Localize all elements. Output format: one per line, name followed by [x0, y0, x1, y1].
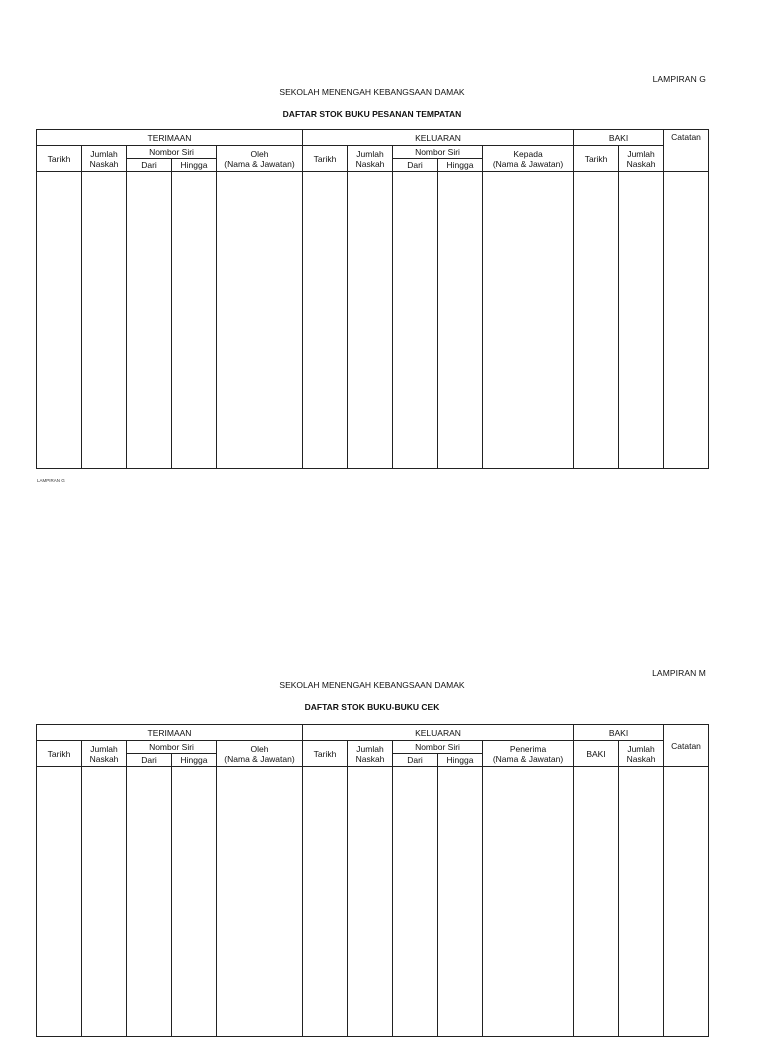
col-catatan: Catatan: [664, 130, 709, 172]
group-header-row: [37, 725, 709, 741]
col-keluaran-penerima: [483, 741, 574, 767]
header-line: Naskah: [355, 753, 385, 764]
col-terimaan-tarikh: Tarikh: [37, 146, 82, 172]
col-catatan: Catatan: [664, 725, 709, 767]
col-baki-baki: BAKI: [574, 741, 619, 767]
col-keluaran-tarikh: Tarikh: [303, 741, 348, 767]
group-baki: BAKI: [574, 130, 664, 146]
col-terimaan-jumlah-naskah: [82, 146, 127, 172]
entry-cell[interactable]: [483, 767, 574, 1037]
entry-cell[interactable]: [127, 767, 172, 1037]
entry-cell[interactable]: [303, 172, 348, 469]
header-line: (Nama & Jawatan): [492, 753, 564, 764]
form-title: DAFTAR STOK BUKU PESANAN TEMPATAN: [282, 109, 462, 119]
entry-cell[interactable]: [217, 767, 303, 1037]
school-name: SEKOLAH MENENGAH KEBANGSAAN DAMAK: [279, 87, 465, 97]
col-keluaran-dari: Dari: [393, 754, 438, 767]
header-line: Naskah: [89, 158, 119, 169]
col-terimaan-oleh: [217, 741, 303, 767]
group-header-row: [37, 130, 709, 146]
entry-cell[interactable]: [172, 172, 217, 469]
entry-cell[interactable]: [619, 172, 664, 469]
header-line: Oleh: [250, 148, 269, 159]
header-line: Jumlah: [627, 148, 655, 159]
col-terimaan-tarikh: Tarikh: [37, 741, 82, 767]
group-terimaan: TERIMAAN: [37, 725, 303, 741]
col-terimaan-hingga: Hingga: [172, 754, 217, 767]
stock-register-form-g: [0, 0, 768, 500]
stock-register-table: [36, 129, 709, 469]
col-keluaran-kepada: [483, 146, 574, 172]
col-terimaan-jumlah-naskah: [82, 741, 127, 767]
entry-cell[interactable]: [664, 172, 709, 469]
entry-cell[interactable]: [483, 172, 574, 469]
col-baki-tarikh: Tarikh: [574, 146, 619, 172]
header-line: Penerima: [509, 743, 547, 754]
col-baki-jumlah-naskah: [619, 741, 664, 767]
entry-cell[interactable]: [393, 172, 438, 469]
entry-cell[interactable]: [172, 767, 217, 1037]
entry-cell[interactable]: [393, 767, 438, 1037]
col-keluaran-hingga: Hingga: [438, 754, 483, 767]
entry-area-row: [37, 767, 709, 1037]
entry-cell[interactable]: [438, 172, 483, 469]
entry-cell[interactable]: [664, 767, 709, 1037]
header-line: Jumlah: [356, 148, 384, 159]
school-name: SEKOLAH MENENGAH KEBANGSAAN DAMAK: [279, 680, 465, 690]
header-line: Naskah: [626, 753, 656, 764]
col-keluaran-jumlah-naskah: [348, 741, 393, 767]
appendix-label: LAMPIRAN G: [652, 74, 706, 84]
col-terimaan-nombor-siri: Nombor Siri: [127, 741, 217, 754]
group-terimaan: TERIMAAN: [37, 130, 303, 146]
footer-note: LAMPIRAN G: [37, 478, 65, 483]
entry-cell[interactable]: [348, 767, 393, 1037]
column-header-row: [37, 146, 709, 159]
col-keluaran-dari: Dari: [393, 159, 438, 172]
header-line: (Nama & Jawatan): [224, 753, 295, 764]
col-keluaran-tarikh: Tarikh: [303, 146, 348, 172]
entry-cell[interactable]: [574, 172, 619, 469]
header-line: Naskah: [89, 753, 119, 764]
col-terimaan-dari: Dari: [127, 754, 172, 767]
col-keluaran-hingga: Hingga: [438, 159, 483, 172]
entry-cell[interactable]: [574, 767, 619, 1037]
col-terimaan-hingga: Hingga: [172, 159, 217, 172]
header-line: (Nama & Jawatan): [492, 158, 564, 169]
col-baki-jumlah-naskah: [619, 146, 664, 172]
col-keluaran-jumlah-naskah: [348, 146, 393, 172]
entry-cell[interactable]: [217, 172, 303, 469]
col-keluaran-nombor-siri: Nombor Siri: [393, 741, 483, 754]
header-line: Oleh: [250, 743, 269, 754]
group-keluaran: KELUARAN: [303, 725, 574, 741]
entry-cell[interactable]: [619, 767, 664, 1037]
entry-cell[interactable]: [82, 172, 127, 469]
col-terimaan-oleh: [217, 146, 303, 172]
entry-cell[interactable]: [348, 172, 393, 469]
appendix-label: LAMPIRAN M: [652, 668, 706, 678]
entry-cell[interactable]: [303, 767, 348, 1037]
header-line: Jumlah: [90, 148, 118, 159]
entry-cell[interactable]: [127, 172, 172, 469]
column-header-row: [37, 741, 709, 754]
header-line: Kepada: [513, 148, 543, 159]
entry-cell[interactable]: [82, 767, 127, 1037]
header-line: (Nama & Jawatan): [224, 158, 295, 169]
header-line: Jumlah: [90, 743, 118, 754]
entry-cell[interactable]: [37, 767, 82, 1037]
entry-cell[interactable]: [37, 172, 82, 469]
col-terimaan-dari: Dari: [127, 159, 172, 172]
header-line: Jumlah: [356, 743, 384, 754]
stock-register-table: [36, 724, 709, 1037]
group-keluaran: KELUARAN: [303, 130, 574, 146]
stock-register-form-m: [0, 595, 768, 1024]
entry-area-row: [37, 172, 709, 469]
header-line: Naskah: [626, 158, 656, 169]
header-line: Jumlah: [627, 743, 655, 754]
entry-cell[interactable]: [438, 767, 483, 1037]
col-terimaan-nombor-siri: Nombor Siri: [127, 146, 217, 159]
col-keluaran-nombor-siri: Nombor Siri: [393, 146, 483, 159]
group-baki: BAKI: [574, 725, 664, 741]
header-line: Naskah: [355, 158, 385, 169]
form-title: DAFTAR STOK BUKU-BUKU CEK: [304, 702, 440, 712]
